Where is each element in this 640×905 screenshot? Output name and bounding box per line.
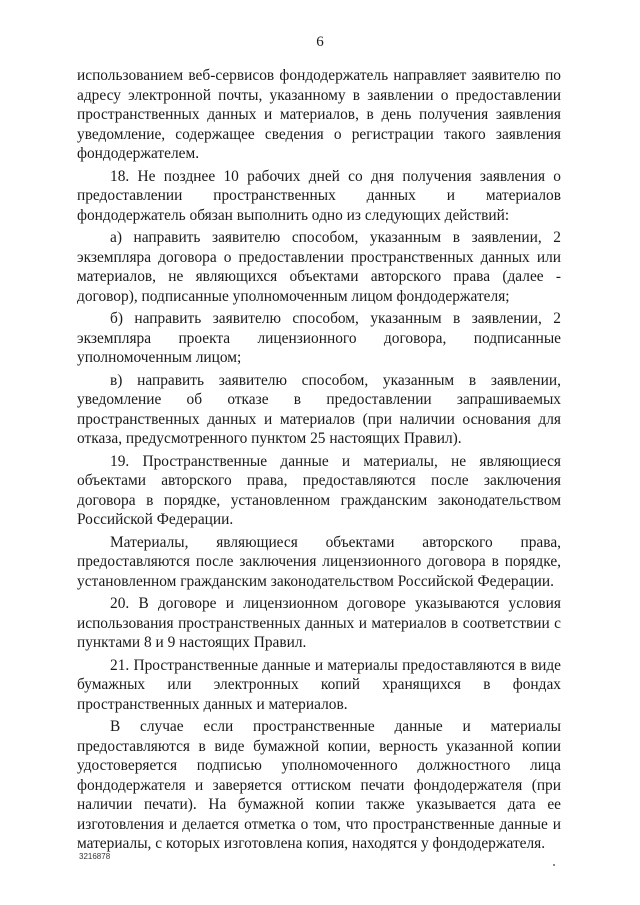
paragraph-item-18: 18. Не позднее 10 рабочих дней со дня получения заявления о предоставлении пространственных данных и материалов фондодержатель обязан выполнить одно из следующих действий:: [77, 167, 561, 224]
paragraph-continuation: использованием веб-сервисов фондодержатель направляет заявителю по адресу электронной почты, указанному в заявлении о предоставлении пространственных данных и материалов, в день получения заявления уведомление, содержащее сведения о регистрации такого заявления фондодержателем.: [77, 67, 561, 162]
paragraph-subitem-v: в) направить заявителю способом, указанным в заявлении, уведомление об отказе в предоставлении запрашиваемых пространственных данных и материалов (при наличии основания для отказа, предусмотренного пунктом 25 настоящих Правил).: [77, 371, 561, 447]
document-body: [77, 66, 561, 854]
paragraph-item-20: 20. В договоре и лицензионном договоре указываются условия использования пространственных данных и материалов в соответствии с пунктами 8 и 9 настоящих Правил.: [77, 595, 561, 651]
paragraph-item-21: 21. Пространственные данные и материалы предоставляются в виде бумажных или электронных копий хранящихся в фондах пространственных данных и материалов.: [77, 656, 561, 713]
paragraph-item-19-materials: Материалы, являющиеся объектами авторского права, предоставляются после заключения лицензионного договора в порядке, установленном гражданским законодательством Российской Федерации.: [77, 533, 561, 590]
paragraph-subitem-b: б) направить заявителю способом, указанным в заявлении, 2 экземпляра проекта лицензионного договора, подписанные уполномоченным лицом;: [77, 310, 561, 366]
scan-speck: [553, 864, 555, 866]
paragraph-item-21-paper-copy: В случае если пространственные данные и материалы предоставляются в виде бумажной копии, верность указанной копии удостоверяется подписью уполномоченного должностного лица фондодержателя и заверяется оттиском печати фондодержателя (при наличии печати). На бумажной копии также указывается дата ее изготовления и делается отметка о том, что пространственные данные и материалы, с которых изготовлена копия, находятся у фондодержателя.: [77, 718, 561, 852]
page-number: 6: [316, 34, 324, 50]
paragraph-subitem-a: а) направить заявителю способом, указанным в заявлении, 2 экземпляра договора о предоставлении пространственных данных или материалов, не являющихся объектами авторского права (далее - договор), подписанные уполномоченным лицом фондодержателя;: [77, 229, 561, 305]
paragraph-item-19: 19. Пространственные данные и материалы, не являющиеся объектами авторского права, предоставляются после заключения договора в порядке, установленном гражданским законодательством Российской Федерации.: [77, 452, 561, 528]
document-code: 3216878: [79, 852, 111, 861]
